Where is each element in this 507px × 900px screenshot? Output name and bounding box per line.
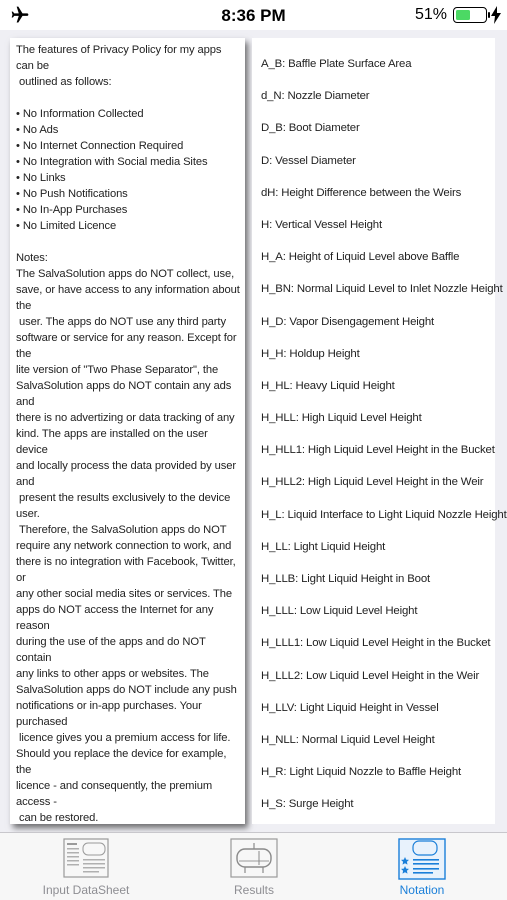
notation-item: H_L: Liquid Interface to Light Liquid Nozzle Height: [261, 508, 507, 521]
privacy-policy-text: The features of Privacy Policy for my apps can be outlined as follows: • No Information Collected • No Ads • No Internet Connection Required • No Integration with Social media Sites • No Links • No Push Notifications • No In-App Purchases • No Limited Licence Notes: The SalvaSolution apps do NOT collect, use, save, or have access to any information about the user. The apps do NOT use any third party software or service for any reason. Except for the lite version of "Two Phase Separator", the SalvaSolution apps do NOT contain any ads and there is no advertizing or data tracking of any kind. The apps are installed on the user device and locally process the data provided by user and present the results exclusively to the device user. Therefore, the SalvaSolution apps do NOT require any network connection to work, and there is no integration with Facebook, Twitter, or any other social media sites or services. The apps do NOT access the Internet for any reason during the use of the apps and do NOT contain any links to other apps or websites. The SalvaSolution apps do NOT include any push notifications or in-app purchases. Your purchased licence gives you a premium access for life. Should you replace the device for example, the licence - and consequently, the premium access - can be restored.: [16, 44, 240, 824]
notation-item: H_H: Holdup Height: [261, 347, 360, 360]
status-bar: [0, 0, 507, 30]
notation-item: H_HL: Heavy Liquid Height: [261, 379, 395, 392]
tab-label: Notation: [399, 883, 445, 897]
content-area: [0, 30, 507, 832]
notation-item: H_LLV: Light Liquid Height in Vessel: [261, 701, 439, 714]
notation-item: H_D: Vapor Disengagement Height: [261, 315, 435, 328]
notation-item: H_LLL: Low Liquid Level Height: [261, 605, 418, 618]
status-time: 8:36 PM: [221, 6, 286, 25]
battery-icon: [453, 7, 487, 23]
notation-item: dH: Height Difference between the Weirs: [261, 186, 462, 199]
notation-item: D: Vessel Diameter: [261, 154, 356, 167]
notation-item: H_HLL: High Liquid Level Height: [261, 412, 422, 425]
tab-results[interactable]: [189, 837, 319, 899]
notation-item: H_HLL1: High Liquid Level Height in the Bucket: [261, 444, 495, 457]
notation-item: H_LLL2: Low Liquid Level Height in the Weir: [261, 669, 480, 682]
tab-bar: [0, 832, 507, 900]
notation-item: H_S: Surge Height: [261, 798, 354, 811]
notation-list-icon: [397, 837, 447, 881]
notation-item: d_N: Nozzle Diameter: [261, 90, 370, 103]
tab-notation[interactable]: [357, 837, 487, 899]
battery-fill: [456, 10, 470, 20]
notation-item: H_HLL2: High Liquid Level Height in the Weir: [261, 476, 484, 489]
datasheet-icon: [61, 837, 111, 881]
privacy-policy-panel[interactable]: [10, 38, 245, 824]
notation-item: H_A: Height of Liquid Level above Baffle: [261, 251, 460, 264]
battery-percent: 51%: [414, 6, 447, 23]
charging-bolt-icon: [491, 6, 501, 24]
notation-item: H_R: Light Liquid Nozzle to Baffle Height: [261, 766, 462, 779]
notation-item: H_LLB: Light Liquid Height in Boot: [261, 573, 431, 585]
notation-panel[interactable]: [252, 38, 507, 824]
separator-vessel-icon: [229, 837, 279, 881]
tab-label: Input DataSheet: [42, 883, 130, 897]
tab-label: Results: [233, 883, 274, 897]
notation-item: A_B: Baffle Plate Surface Area: [261, 58, 412, 70]
tab-input-datasheet[interactable]: [21, 837, 151, 899]
notation-list: [252, 38, 507, 831]
notation-item: H: Vertical Vessel Height: [261, 218, 382, 231]
notation-item: H_LLL1: Low Liquid Level Height in the Bucket: [261, 637, 491, 650]
notation-item: H_BN: Normal Liquid Level to Inlet Nozzle Height: [261, 283, 503, 296]
notation-item: D_B: Boot Diameter: [261, 122, 360, 135]
notation-item: H_NLL: Normal Liquid Level Height: [261, 733, 435, 746]
notation-item: H_LL: Light Liquid Height: [261, 540, 386, 553]
